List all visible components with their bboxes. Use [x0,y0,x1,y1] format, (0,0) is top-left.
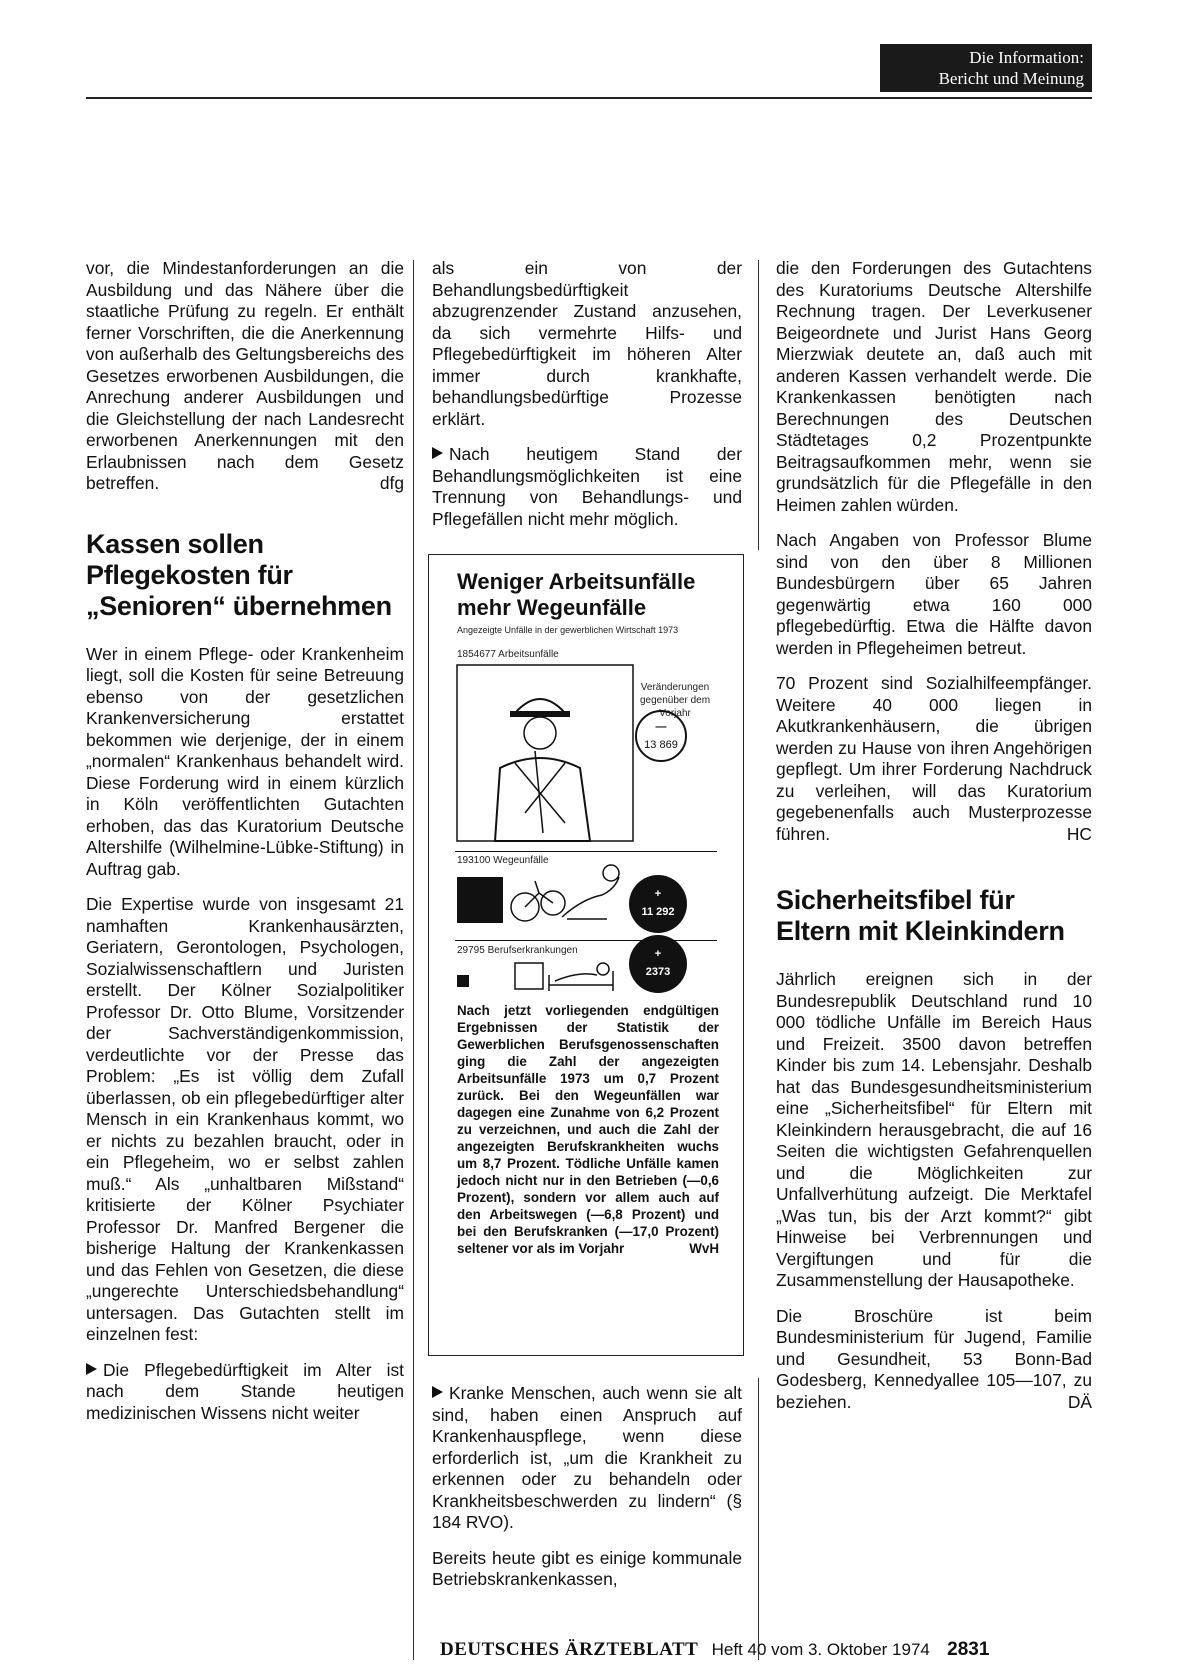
column-3 [776,258,1092,1427]
paragraph: Bereits heute gibt es einige kommunale Betriebskrankenkassen, [432,1547,742,1589]
signature: dfg [379,473,404,493]
signature: HC [1066,823,1092,844]
paragraph: 70 Prozent sind Sozialhilfeempfänger. Weitere 40 000 liegen in Akutkrankenhäusern, die übrigen werden zu Hause von ihren Angehörigen gepflegt. Um ihrer Forderung Nachdruck zu verleihen, will das Kuratorium gegebenenfalls auch Musterprozesse führen. HC [776,673,1092,844]
column-divider-2b [758,1378,759,1660]
figure-note: Veränderungen gegenüber dem Vorjahr [639,682,711,719]
construction-worker-illustration [455,663,635,843]
change-badge-arbeit: — 13 869 [635,710,687,762]
paragraph: Nach Angaben von Professor Blume sind von den über 8 Millionen Bundesbürgern über 65 Jahren gegenwärtig etwa 160 000 pflegebedürftig. Etwa die Hälfte davon werden in Pflegeheimen betreut. [776,530,1092,658]
triangle-bullet-icon [86,1363,97,1375]
bullet-paragraph: Nach heutigem Stand der Behandlungsmöglichkeiten ist eine Trennung von Behandlungs- und Pflegefällen nicht mehr möglich. [432,444,742,529]
column-2-lower [432,1383,742,1605]
figure-title: Weniger Arbeitsunfälle mehr Wegeunfälle [457,569,696,620]
bullet-paragraph: Die Pflegebedürftigkeit im Alter ist nach dem Stande heutigen medizinischen Wissens nicht weiter [86,1359,404,1423]
bar-wegeunfaelle [457,877,503,923]
divider [455,940,717,941]
paragraph: als ein von der Behandlungsbedürftigkeit abzugrenzender Zustand anzusehen, da sich vermehrte Hilfs- und Pflegebedürftigkeit im höheren Alter immer durch krankhafte, behandlungsbedürftige Prozesse erklärt. [432,258,742,429]
section-tag [880,44,1092,92]
triangle-bullet-icon [432,1386,443,1398]
triangle-bullet-icon [432,447,443,459]
column-1 [86,258,404,1438]
signature: DÄ [1067,1391,1092,1412]
label-arbeitsunfaelle: 1854677 Arbeitsunfälle [457,649,559,660]
paragraph: die den Forderungen des Gutachtens des Kuratoriums Deutsche Altershilfe Rechnung tragen. Der Leverkusener Beigeordnete und Jurist Hans Georg Mierzwiak deutete an, daß auch mit anderen Kassen verhandelt werde. Die Krankenkassen benötigten nach Berechnungen des Deutschen Städtetages 0,2 Prozentpunkte Beitragsaufkommen mehr, wenn sie grundsätzlich für die Pflegefälle in den Heimen zahlen würden. [776,258,1092,515]
sickbed-illustration [509,951,619,995]
change-badge-beruf: + 2373 [629,935,687,993]
divider [455,851,717,852]
bullet-paragraph: Kranke Menschen, auch wenn sie alt sind, haben einen Anspruch auf Krankenhauspflege, wenn diese erforderlich ist, „um die Krankheit zu erkennen oder zu behandeln oder Krankheitsbeschwerden zu lindern“ (§ 184 RVO). [432,1383,742,1532]
column-2 [432,258,742,544]
headline-sicherheitsfibel: Sicherheitsfibel für Eltern mit Kleinkindern [776,885,1065,946]
label-wegeunfaelle: 193100 Wegeunfälle [457,855,549,866]
column-divider-1 [413,260,414,1660]
journal-name: DEUTSCHES ÄRZTEBLATT [440,1639,699,1660]
intro-paragraph: vor, die Mindestanforderungen an die Ausbildung und das Nähere über die staatliche Prüfung zu regeln. Er enthält ferner Vorschriften, die die Anerkennung von außerhalb des Geltungsbereichs des Gesetzes erworbenen Ausbildungen, die Anrechung anderer Ausbildungen und die Gleichstellung der nach Landesrecht erworbenen Anerkennungen mit den Erlaubnissen nach dem Gesetz betreffen. dfg [86,258,404,493]
column-divider-2a [758,260,759,550]
bicycle-accident-illustration [507,859,627,929]
figure-caption: Nach jetzt vorliegenden endgültigen Ergebnissen der Statistik der Gewerblichen Berufsgenossenschaften ging die Zahl der angezeigten Arbeitsunfälle 1973 um 0,7 Prozent zurück. Bei den Wegeunfällen war dagegen eine Zunahme von 6,2 Prozent zu verzeichnen, und auch die Zahl der angezeigten Berufskrankheiten wuchs um 8,7 Prozent. Tödliche Unfälle kamen jedoch nicht nur in den Betrieben (—0,6 Prozent), sondern vor allem auch auf den Arbeitswegen (—6,8 Prozent) und bei den Berufskranken (—17,0 Prozent) seltener vor als im Vorjahr WvH [457,1003,719,1256]
change-badge-wege: + 11 292 [629,875,687,933]
bar-berufserkrankungen [457,975,469,987]
paragraph: Jährlich ereignen sich in der Bundesrepublik Deutschland rund 10 000 tödliche Unfälle im Bereich Haus und Freizeit. 3500 davon betreffen Kinder bis zum 14. Lebensjahr. Deshalb hat das Bundesgesundheitsministerium eine „Sicherheitsfibel“ für Eltern mit Kleinkindern herausgebracht, die auf 16 Seiten die wichtigsten Gefahrenquellen und die Möglichkeiten zur Unfallverhütung aufzeigt. Die Merktafel „Was tun, bis der Arzt kommt?“ gibt Hinweise bei Verbrennungen und Vergiftungen und für die Zusammenstellung der Hausapotheke. [776,969,1092,1290]
figure-subtitle: Angezeigte Unfälle in der gewerblichen Wirtschaft 1973 [457,625,679,635]
section-tag-line1: Die Information: [969,48,1084,67]
section-tag-line2: Bericht und Meinung [938,69,1084,88]
issue-info: Heft 40 vom 3. Oktober 1974 [711,1640,930,1659]
header-rule [86,97,1092,99]
paragraph: Die Broschüre ist beim Bundesministerium für Jugend, Familie und Gesundheit, 53 Bonn-Bad Godesberg, Kennedyallee 105—107, zu beziehen. DÄ [776,1305,1092,1412]
label-berufserkrankungen: 29795 Berufserkrankungen [457,945,578,956]
headline-kassen: Kassen sollen Pflegekosten für „Senioren“ übernehmen [86,528,392,621]
page-footer [440,1639,1092,1661]
paragraph: Die Expertise wurde von insgesamt 21 namhaften Krankenhausärzten, Geriatern, Gerontologen, Psychologen, Sozialwissenschaftlern und Juristen erstellt. Der Kölner Sozialpolitiker Professor Dr. Otto Blume, Vorsitzender der Sachverständigenkommission, verdeutlichte vor der Presse das Problem: „Es ist völlig dem Zufall überlassen, ob ein pflegebedürftiger alter Mensch in ein Krankenhaus kommt, wo er nichts zu bezahlen braucht, oder in ein Pflegeheim, wo er selbst zahlen muß.“ Als „unhaltbaren Mißstand“ kritisierte der Kölner Psychiater Professor Dr. Manfred Bergener die bisherige Haltung der Krankenkassen und das Fehlen von Gesetzen, die diese „ungerechte Unterschiedsbehandlung“ untersagen. Das Gutachten stellt im einzelnen fest: [86,894,404,1344]
page-number: 2831 [947,1639,990,1660]
infographic-box [428,554,744,1356]
caption-signature: WvH [689,1241,719,1256]
paragraph: Wer in einem Pflege- oder Krankenheim liegt, soll die Kosten für seine Betreuung ebenso von der gesetzlichen Krankenversicherung erstattet bekommen wie derjenige, der in einem „normalen“ Krankenhaus behandelt wird. Diese Forderung wird in einem kürzlich in Köln veröffentlichten Gutachten erhoben, das das Kuratorium Deutsche Altershilfe (Wilhelmine-Lübke-Stiftung) in Auftrag gab. [86,643,404,879]
